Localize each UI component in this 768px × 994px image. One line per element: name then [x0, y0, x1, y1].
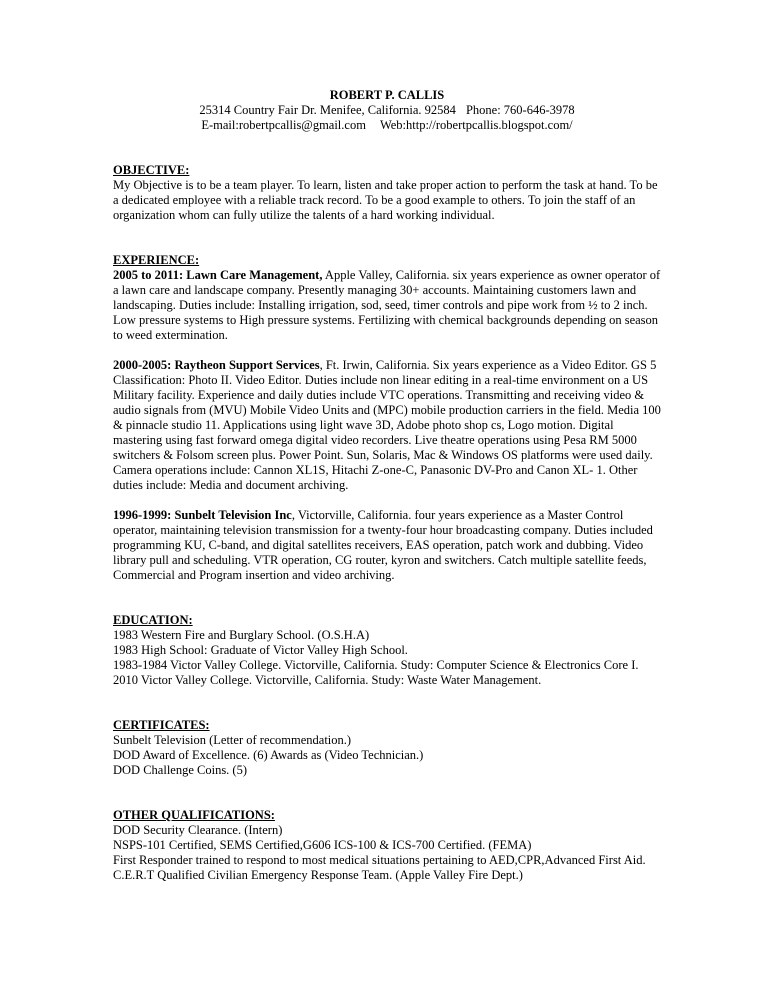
job-entry: [113, 268, 661, 343]
objective-title: OBJECTIVE:: [113, 163, 190, 177]
job-entry: [113, 508, 661, 583]
education-item: 1983 High School: Graduate of Victor Valley High School.: [113, 643, 408, 657]
contact-line-1: [113, 103, 661, 118]
experience-section: [113, 253, 661, 583]
job-description: Apple Valley, California. six years experience as owner operator of a lawn care and landscape company. Presently managing 30+ accounts. Maintaining customers lawn and landscaping. Duties include: Installing irrigation, sod, seed, timer controls and pipe work from ½ to 2 inch. Low pressure systems to High pressure systems. Fertilizing with chemical backgrounds depending on season to weed extermination.: [113, 268, 661, 342]
certificates-title: CERTIFICATES:: [113, 718, 210, 732]
certificate-item: DOD Award of Excellence. (6) Awards as (Video Technician.): [113, 748, 424, 762]
job-heading: 1996-1999: Sunbelt Television Inc: [113, 508, 292, 522]
qualification-item: DOD Security Clearance. (Intern): [113, 823, 283, 837]
resume-header: [113, 88, 661, 133]
email: E-mail:robertpcallis@gmail.com: [201, 118, 366, 132]
job-description: , Victorville, California. four years experience as a Master Control operator, maintaining television transmission for a twenty-four hour broadcasting company. Duties included programming KU, C-band, and digital satellites receivers, EAS operation, patch work and dubbing. Video library pull and scheduling. VTR operation, CG router, kyron and switchers. Catch multiple satellite feeds, Commercial and Program insertion and video archiving.: [113, 508, 653, 582]
phone: Phone: 760-646-3978: [465, 103, 575, 117]
job-heading: 2000-2005: Raytheon Support Services: [113, 358, 320, 372]
education-item: 1983 Western Fire and Burglary School. (O.S.H.A): [113, 628, 370, 642]
contact-line-2: [113, 118, 661, 133]
address: 25314 Country Fair Dr. Menifee, California. 92584: [199, 103, 456, 117]
qualification-item: C.E.R.T Qualified Civilian Emergency Response Team. (Apple Valley Fire Dept.): [113, 868, 523, 882]
job-entry: [113, 358, 661, 493]
objective-text: My Objective is to be a team player. To learn, listen and take proper action to perform the task at hand. To be a dedicated employee with a reliable track record. To be a good example to others. To join the staff of an organization whom can fully utilize the talents of a hard working individual.: [113, 178, 658, 222]
education-section: [113, 613, 661, 688]
qualifications-section: [113, 808, 661, 883]
qualification-item: First Responder trained to respond to most medical situations pertaining to AED,CPR,Advanced First Aid.: [113, 853, 646, 867]
certificate-item: Sunbelt Television (Letter of recommendation.): [113, 733, 352, 747]
job-heading: 2005 to 2011: Lawn Care Management,: [113, 268, 323, 282]
certificate-item: DOD Challenge Coins. (5): [113, 763, 248, 777]
website: Web:http://robertpcallis.blogspot.com/: [379, 118, 573, 132]
objective-section: [113, 163, 661, 223]
certificates-section: [113, 718, 661, 778]
applicant-name: ROBERT P. CALLIS: [329, 88, 445, 102]
education-title: EDUCATION:: [113, 613, 193, 627]
qualifications-title: OTHER QUALIFICATIONS:: [113, 808, 275, 822]
education-item: 1983-1984 Victor Valley College. Victorville, California. Study: Computer Science & Electronics Core I.: [113, 658, 639, 672]
qualification-item: NSPS-101 Certified, SEMS Certified,G606 ICS-100 & ICS-700 Certified. (FEMA): [113, 838, 532, 852]
experience-title: EXPERIENCE:: [113, 253, 200, 267]
resume-page: [113, 88, 661, 883]
job-description: , Ft. Irwin, California. Six years experience as a Video Editor. GS 5 Classification: Photo II. Video Editor. Duties include non linear editing in a real-time environment on a US Military facility. Experience and daily duties include VTC operations. Transmitting and receiving video & audio signals from (MVU) Mobile Video Units and (MPC) mobile production carriers in the field. Media 100 & pinnacle studio 11. Applications using light wave 3D, Adobe photo shop cs, Logo motion. Digital mastering using fast forward omega digital video recorders. Live theatre operations using Pesa RM 5000 switchers & Folsom screen plus. Power Point. Sun, Solaris, Mac & Windows OS platforms were used daily. Camera operations include: Cannon XL1S, Hitachi Z-one-C, Panasonic DV-Pro and Canon XL- 1. Other duties include: Media and document archiving.: [113, 358, 661, 492]
education-item: 2010 Victor Valley College. Victorville, California. Study: Waste Water Management.: [113, 673, 542, 687]
